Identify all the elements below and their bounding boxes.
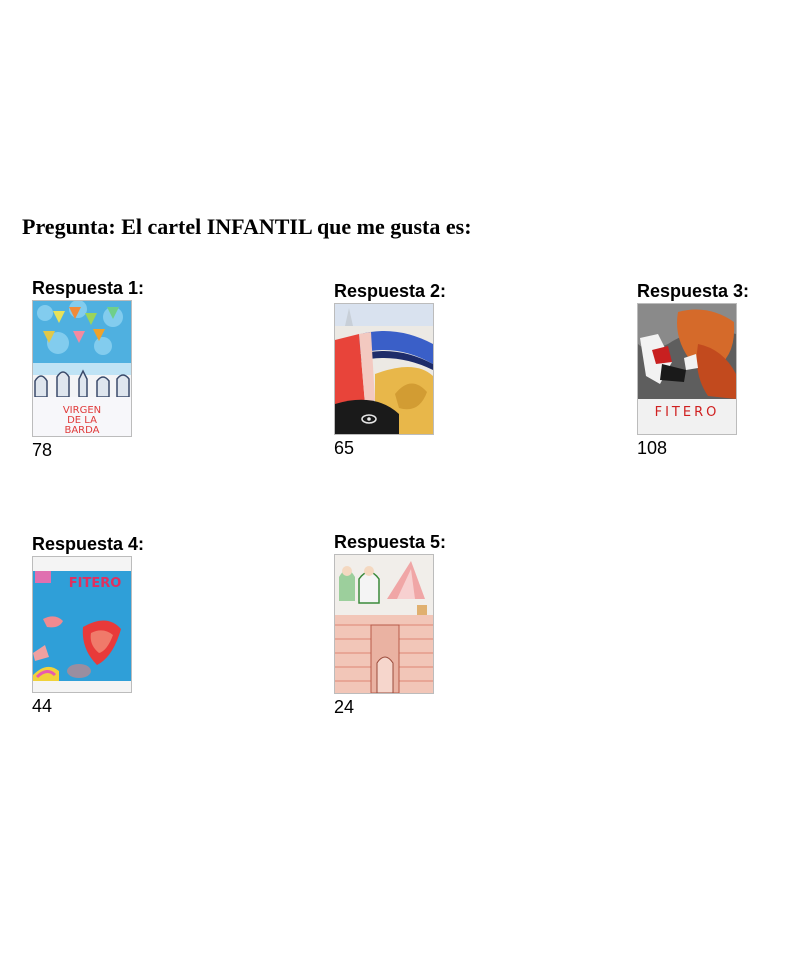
- question-heading: Pregunta: El cartel INFANTIL que me gusta es:: [22, 214, 472, 239]
- vote-count: 108: [637, 438, 668, 458]
- poster-image-2: [334, 303, 434, 435]
- answer-label: Respuesta 1:: [32, 278, 145, 298]
- answer-2: [334, 281, 484, 458]
- poster-image-1: [32, 300, 132, 437]
- answer-label: Respuesta 3:: [637, 281, 750, 301]
- poster-text: BARDA: [64, 425, 100, 436]
- vote-count: 78: [32, 440, 53, 460]
- answer-5: [334, 532, 484, 717]
- vote-count: 24: [334, 697, 355, 717]
- poster-text: FITERO: [68, 576, 122, 591]
- vote-count: 65: [334, 438, 355, 458]
- answer-label: Respuesta 4:: [32, 534, 145, 554]
- answer-4: [32, 534, 182, 716]
- poster-text: FITERO: [654, 405, 720, 420]
- poster-image-4: [32, 556, 132, 693]
- poster-image-3: [637, 303, 737, 435]
- answer-label: Respuesta 2:: [334, 281, 447, 301]
- answer-label: Respuesta 5:: [334, 532, 447, 552]
- vote-count: 44: [32, 696, 53, 716]
- poster-text: DE LA: [67, 415, 97, 426]
- answer-3: [637, 281, 787, 458]
- poster-image-5: [334, 554, 434, 694]
- poster-text: VIRGEN: [62, 405, 102, 416]
- answer-1: [32, 278, 182, 460]
